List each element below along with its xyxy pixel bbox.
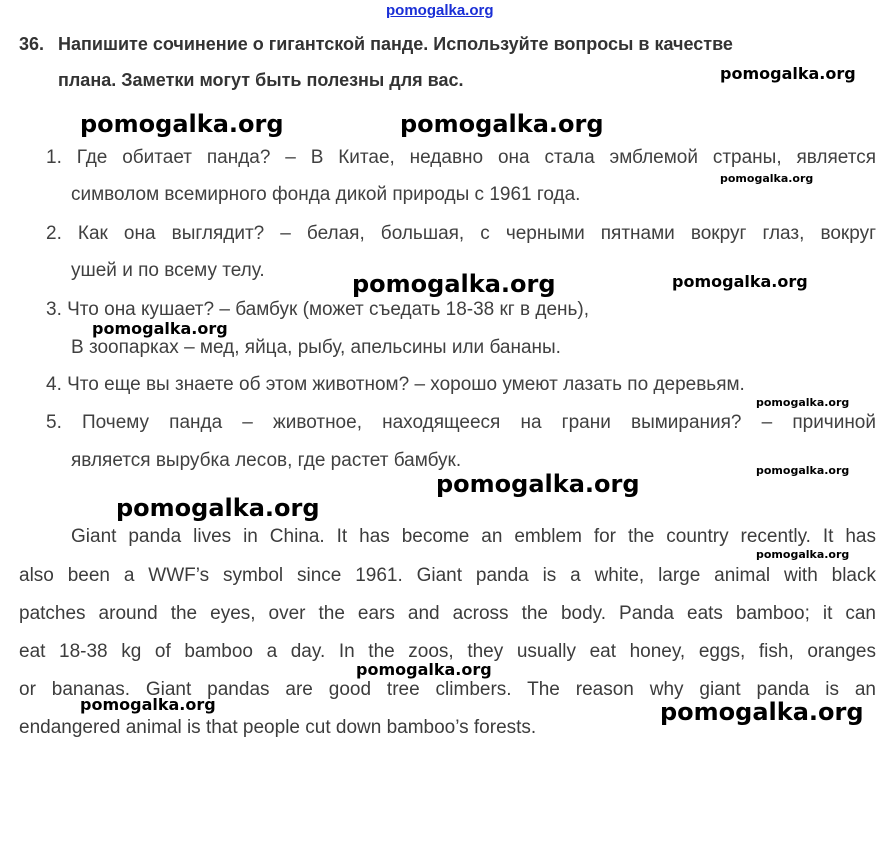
question-5-line-1: 5. Почему панда – животное, находящееся на грани вымирания? – причиной [46,412,876,433]
watermark: pomogalka.org [720,172,814,185]
essay-line-4: eat 18-38 kg of bamboo a day. In the zoos, they usually eat honey, eggs, fish, oranges [19,641,876,662]
header-site-link[interactable]: pomogalka.org [386,2,494,19]
question-5-line-2: является вырубка лесов, где растет бамбук. [71,450,462,471]
watermark: pomogalka.org [356,660,492,679]
question-2-line-2: ушей и по всему телу. [71,260,265,281]
essay-line-6: endangered animal is that people cut down bamboo’s forests. [19,717,537,738]
question-1-line-2: символом всемирного фонда дикой природы с 1961 года. [71,184,581,205]
watermark: pomogalka.org [92,319,228,338]
watermark: pomogalka.org [116,494,320,522]
question-2-line-1: 2. Как она выглядит? – белая, большая, с черными пятнами вокруг глаз, вокруг [46,223,876,244]
question-3-line-2: В зоопарках – мед, яйца, рыбу, апельсины или бананы. [71,337,561,358]
watermark: pomogalka.org [660,698,864,726]
question-3-line-1: 3. Что она кушает? – бамбук (может съедать 18-38 кг в день), [46,299,590,320]
watermark: pomogalka.org [756,548,850,561]
watermark: pomogalka.org [352,270,556,298]
task-instruction-line-2: плана. Заметки могут быть полезны для вас. [58,70,464,90]
question-4-line-1: 4. Что еще вы знаете об этом животном? – хорошо умеют лазать по деревьям. [46,374,745,395]
watermark: pomogalka.org [720,64,856,83]
watermark: pomogalka.org [80,110,284,138]
task-instruction-line-1: Напишите сочинение о гигантской панде. Используйте вопросы в качестве [58,34,733,54]
watermark: pomogalka.org [436,470,640,498]
watermark: pomogalka.org [80,695,216,714]
essay-line-1: Giant panda lives in China. It has become an emblem for the country recently. It has [71,526,876,547]
watermark: pomogalka.org [756,464,850,477]
watermark: pomogalka.org [400,110,604,138]
essay-line-5: or bananas. Giant pandas are good tree climbers. The reason why giant panda is an [19,679,876,700]
essay-line-2: also been a WWF’s symbol since 1961. Giant panda is a white, large animal with black [19,565,876,586]
watermark: pomogalka.org [756,396,850,409]
question-1-line-1: 1. Где обитает панда? – В Китае, недавно она стала эмблемой страны, является [46,147,876,168]
task-number: 36. [19,34,45,54]
watermark: pomogalka.org [672,272,808,291]
essay-line-3: patches around the eyes, over the ears and across the body. Panda eats bamboo; it can [19,603,876,624]
